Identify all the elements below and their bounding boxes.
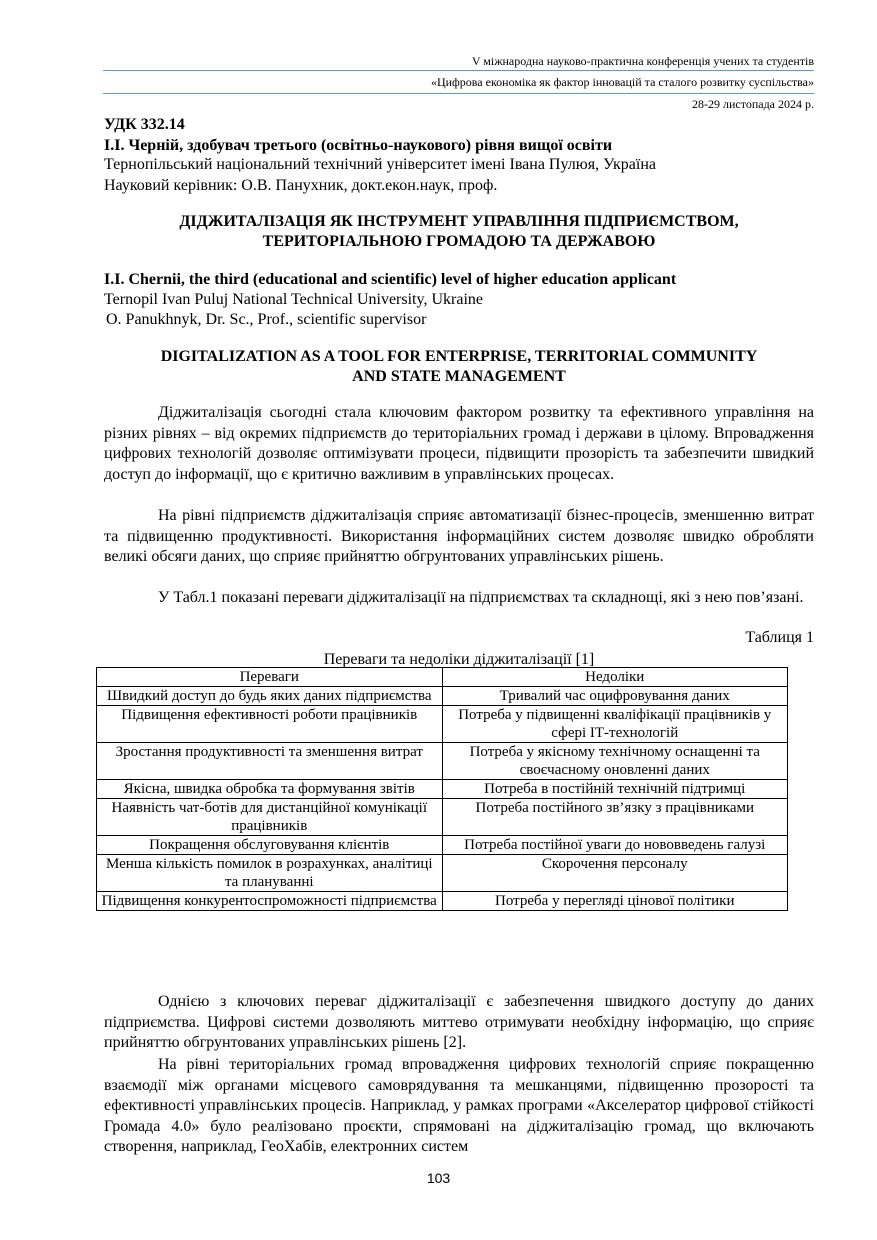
table-cell: Підвищення конкурентоспроможності підприємства: [97, 892, 443, 911]
table-cell: Скорочення персоналу: [442, 855, 788, 892]
table-header-advantages: Переваги: [97, 668, 443, 687]
table-cell: Наявність чат-ботів для дистанційної комунікації працівників: [97, 799, 443, 836]
table-row: [97, 855, 788, 892]
table-cell: Потреба у перегляді цінової політики: [442, 892, 788, 911]
header-rule-bottom: [103, 93, 814, 94]
paragraph-1-text: Діджиталізація сьогодні стала ключовим фактором розвитку та ефективного управління на різних рівнях – від окремих підприємств до територіальних громад і держави в цілому. Впровадження цифрових технологій дозволяє оптимізувати процеси, підвищити прозорість та забезпечити швидкий доступ до інформації, що є критично важливим в управлінських процесах.: [104, 404, 814, 483]
header-rule-top: [103, 70, 814, 71]
paragraph-4: [104, 992, 814, 1054]
table-cell: Потреба у підвищенні кваліфікації працівників у сфері ІТ-технологій: [442, 706, 788, 743]
table-cell: Потреба в постійній технічній підтримці: [442, 780, 788, 799]
conference-date: 28-29 листопада 2024 р.: [692, 97, 814, 111]
conference-header-line1: V міжнародна науково-практична конференція учених та студентів: [471, 54, 814, 68]
supervisor-ua: Науковий керівник: О.В. Панухник, докт.екон.наук, проф.: [104, 177, 498, 194]
table-caption: Переваги та недоліки діджиталізації [1]: [323, 651, 595, 668]
supervisor-en: O. Panukhnyk, Dr. Sc., Prof., scientific supervisor: [106, 311, 427, 328]
table-cell: Тривалий час оцифровування даних: [442, 687, 788, 706]
advantages-disadvantages-table: [96, 667, 788, 911]
table-row: [97, 836, 788, 855]
table-cell: Якісна, швидка обробка та формування звітів: [97, 780, 443, 799]
paragraph-3-text: У Табл.1 показані переваги діджиталізації на підприємствах та складнощі, які з нею пов’язані.: [158, 589, 804, 606]
paragraph-5: [104, 1055, 814, 1158]
paragraph-2-text: На рівні підприємств діджиталізація сприяє автоматизації бізнес-процесів, зменшенню витрат та підвищенню продуктивності. Використання інформаційних систем дозволяє швидко обробляти великі обсяги даних, що сприяє прийняттю обгрунтованих управлінських рішень.: [104, 507, 814, 566]
paper-title-ua-line1: ДІДЖИТАЛІЗАЦІЯ ЯК ІНСТРУМЕНТ УПРАВЛІННЯ ПІДПРИЄМСТВОМ,: [179, 213, 739, 230]
table-cell: Потреба постійної уваги до нововведень галузі: [442, 836, 788, 855]
udk-code: УДК 332.14: [104, 116, 185, 133]
table-row: [97, 687, 788, 706]
paper-title-en-line2: AND STATE MANAGEMENT: [352, 368, 566, 385]
paragraph-5-text: На рівні територіальних громад впровадження цифрових технологій сприяє покращенню взаємодії між органами місцевого самоврядування та мешканцями, підвищенню прозорості та ефективності управлінських процесів. Наприклад, у рамках програми «Акселератор цифрової стійкості Громада 4.0» було реалізовано проєкти, спрямовані на діджиталізацію громад, що включають створення, наприклад, ГеоХабів, електронних систем: [104, 1056, 814, 1156]
page-number: 103: [426, 1170, 451, 1186]
paragraph-1: [104, 403, 814, 485]
table-number: Таблиця 1: [745, 629, 814, 646]
table-cell: Підвищення ефективності роботи працівників: [97, 706, 443, 743]
table-cell: Покращення обслуговування клієнтів: [97, 836, 443, 855]
conference-header-line2: «Цифрова економіка як фактор інновацій та сталого розвитку суспільства»: [430, 75, 814, 89]
table-row: [97, 780, 788, 799]
paper-title-ua-line2: ТЕРИТОРІАЛЬНОЮ ГРОМАДОЮ ТА ДЕРЖАВОЮ: [262, 233, 656, 250]
author-affiliation-en: Ternopil Ivan Puluj National Technical University, Ukraine: [104, 291, 483, 308]
table-cell: Зростання продуктивності та зменшення витрат: [97, 743, 443, 780]
paper-title-ua: [104, 212, 814, 252]
table-cell: Швидкий доступ до будь яких даних підприємства: [97, 687, 443, 706]
table-row: [97, 706, 788, 743]
paper-title-en-line1: DIGITALIZATION AS A TOOL FOR ENTERPRISE, TERRITORIAL COMMUNITY: [160, 348, 758, 365]
table-header-row: [97, 668, 788, 687]
paper-title-en: [104, 347, 814, 387]
author-affiliation-ua: Тернопільський національний технічний університет імені Івана Пулюя, Україна: [104, 156, 656, 173]
paragraph-2: [104, 506, 814, 568]
table-cell: Потреба у якісному технічному оснащенні та своєчасному оновленні даних: [442, 743, 788, 780]
author-name-en: I.I. Chernii, the third (educational and scientific) level of higher education applicant: [104, 271, 677, 288]
table-row: [97, 892, 788, 911]
table-row: [97, 743, 788, 780]
author-name-ua: І.І. Черній, здобувач третього (освітньо-наукового) рівня вищої освіти: [104, 137, 613, 154]
table-row: [97, 799, 788, 836]
table-cell: Потреба постійного зв’язку з працівниками: [442, 799, 788, 836]
paragraph-3: [104, 588, 814, 609]
paragraph-4-text: Однією з ключових переваг діджиталізації є забезпечення швидкого доступу до даних підприємства. Цифрові системи дозволяють миттево отримувати необхідну інформацію, що сприяє прийняттю обгрунтованих управлінських рішень [2].: [104, 993, 814, 1052]
table-header-disadvantages: Недоліки: [442, 668, 788, 687]
table-cell: Менша кількість помилок в розрахунках, аналітиці та плануванні: [97, 855, 443, 892]
